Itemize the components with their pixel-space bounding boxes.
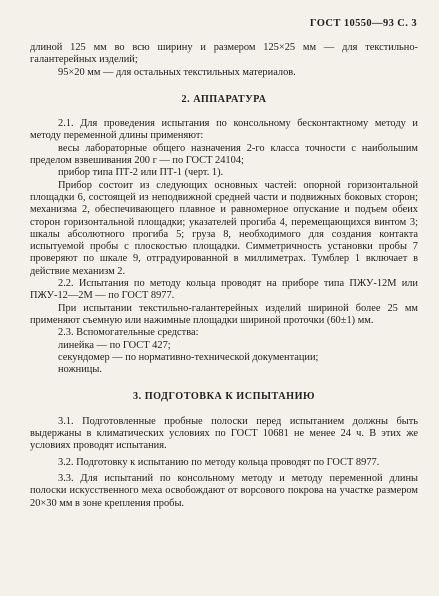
paragraph-3-1: 3.1. Подготовленные пробные полоски перед испытанием должны быть выдержаны в климатических условиях по ГОСТ 10681 не менее 24 ч. В этих же условиях проводят испытания. [30,415,418,452]
intro-paragraph-1: длиной 125 мм во всю ширину и размером 125×25 мм — для текстильно-галантерейных изделий; [30,42,418,66]
paragraph-2-1-device: прибор типа ПТ-2 или ПТ-1 (черт. 1). [58,167,224,179]
paragraph-3-3: 3.3. Для испытаний по консольному методу и методу переменной длины полоски искусственного меха освобождают от ворсового покрова на участке размером 20×30 мм в зоне крепления пробы. [30,472,418,509]
intro-paragraph-2: 95×20 мм — для остальных текстильных материалов. [58,66,296,78]
paragraph-2-3: 2.3. Вспомогательные средства: [58,327,199,339]
paragraph-3-2: 3.2. Подготовку к испытанию по методу кольца проводят по ГОСТ 8977. [58,456,380,468]
document-body [30,42,418,510]
section-3-title: 3. ПОДГОТОВКА К ИСПЫТАНИЮ [133,391,315,403]
paragraph-2-2: 2.2. Испытания по методу кольца проводят на приборе типа ПЖУ-12М или ПЖУ-12—2М — по ГОСТ 8977. [30,278,418,302]
paragraph-2-3-ruler: линейка — по ГОСТ 427; [58,339,171,351]
paragraph-2-3-scissors: ножницы. [58,364,102,376]
paragraph-2-1-description: Прибор состоит из следующих основных частей: опорной горизонтальной площадки 6, состоящей из неподвижной средней части и подвижных боковых сторон; механизма 2, обеспечивающего плавное и равномерное опускание и подъем обеих сторон горизонтальной площадки; указателей прогиба 4, перемещающихся винтом 3; шкалы абсолютного прогиба 5; груза 8, необходимого для создания контакта испытуемой пробы с плоскостью площадки. Симметричность установки пробы 7 проверяют по шкале 9, отградуированной в миллиметрах. Тумблер 1 включает в действие механизм 2. [30,179,418,277]
paragraph-2-1-scales: весы лабораторные общего назначения 2-го класса точности с наибольшим пределом взвешивания 200 г — по ГОСТ 24104; [30,142,418,167]
page-header: ГОСТ 10550—93 С. 3 [309,18,417,29]
paragraph-2-2-note: При испытании текстильно-галантерейных изделий шириной более 25 мм применяют съемную или нажимные площадки шириной проточки (60±1) мм. [30,302,418,326]
paragraph-2-1: 2.1. Для проведения испытания по консольному бесконтактному методу и методу переменной длины применяют: [30,118,418,142]
section-2-title: 2. АППАРАТУРА [181,93,267,105]
paragraph-2-3-stopwatch: секундомер — по нормативно-технической документации; [58,351,319,363]
